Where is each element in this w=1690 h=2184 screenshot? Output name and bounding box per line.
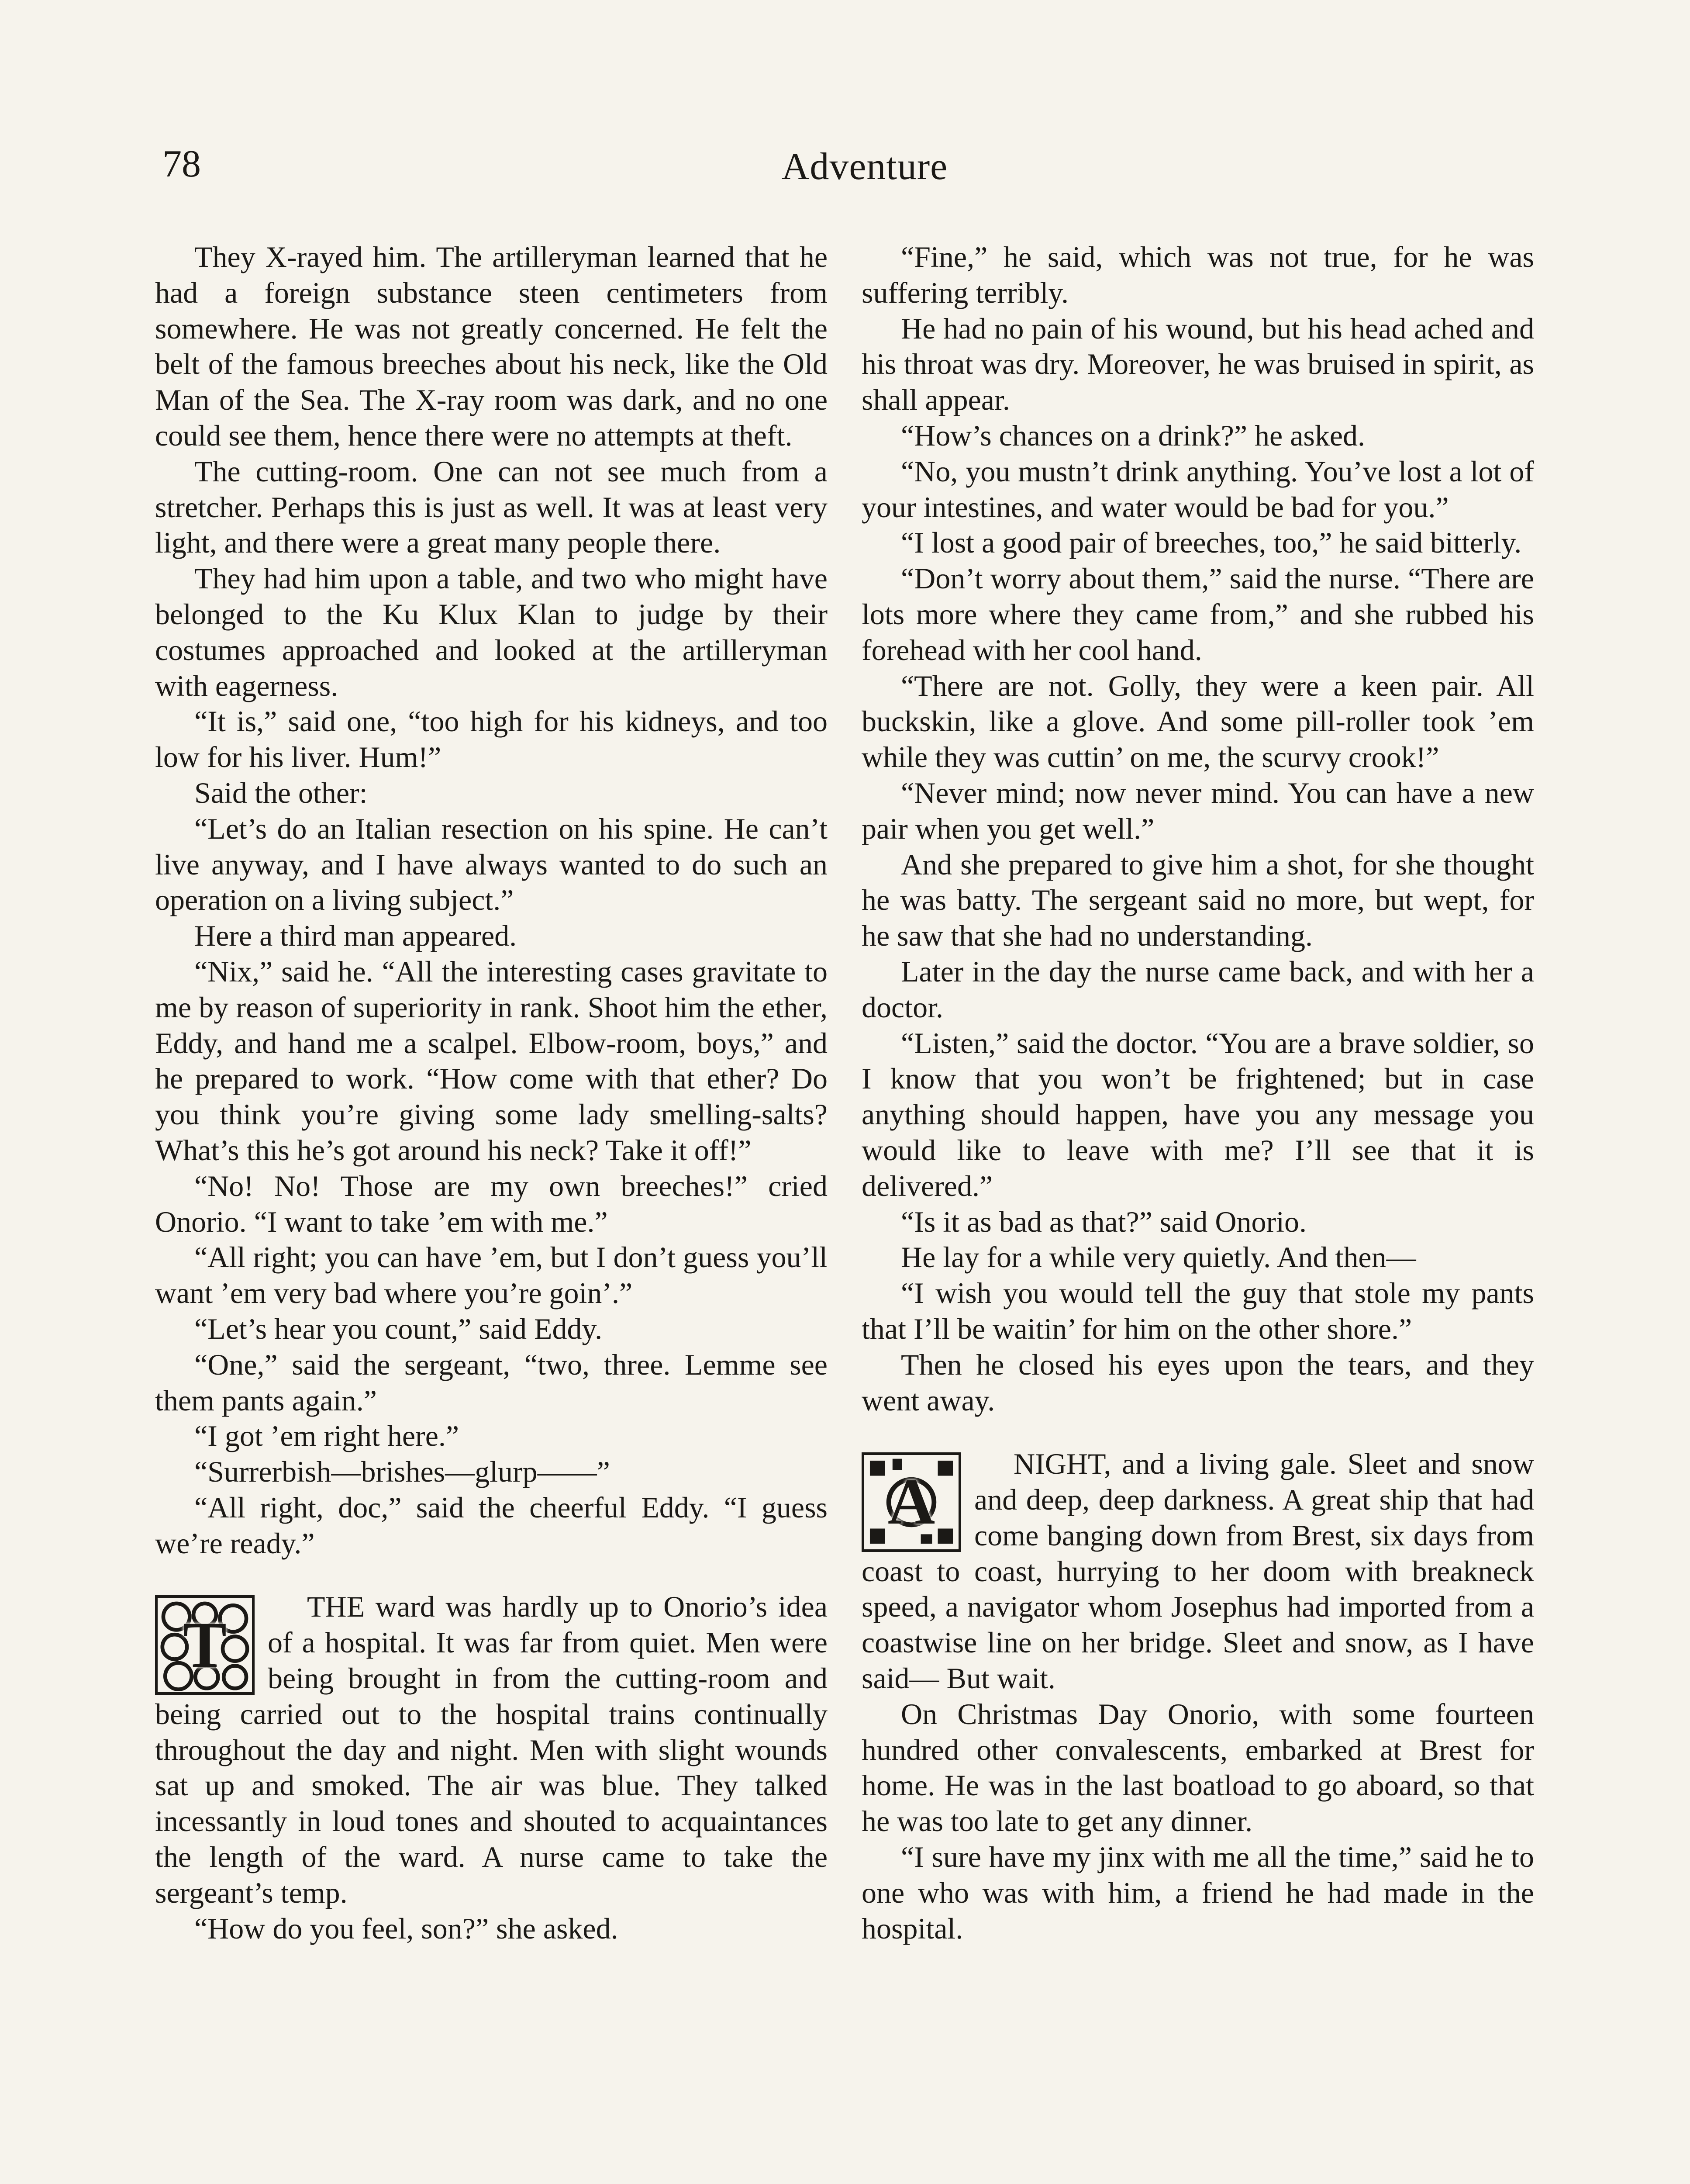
paragraph: He had no pain of his wound, but his head ached and his throat was dry. Moreover, he was bruised in spirit, as shall appear. <box>862 311 1534 417</box>
page-number: 78 <box>162 143 201 185</box>
paragraph: “Fine,” he said, which was not true, for he was suffering terribly. <box>862 240 1534 309</box>
paragraph: “I lost a good pair of breeches, too,” he said bitterly. <box>901 526 1522 560</box>
section-lead-paragraph: NIGHT, and a living gale. Sleet and snow and deep, deep darkness. A great ship that had come banging down from Brest, six days from coast to coast, hurrying to her doom with breakneck speed, a navigator whom Josephus had imported from a coastwise line on her bridge. Sleet and snow, as I have said— But wait. <box>862 1447 1534 1695</box>
paragraph: Later in the day the nurse came back, and with her a doctor. <box>862 954 1534 1024</box>
paragraph: “All right, doc,” said the cheerful Eddy. “I guess we’re ready.” <box>155 1490 828 1560</box>
left-column <box>155 239 828 1946</box>
section-opening <box>155 1589 828 1911</box>
right-column <box>862 239 1534 1946</box>
paragraph: “Never mind; now never mind. You can have a new pair when you get well.” <box>862 776 1534 845</box>
section-break <box>155 1561 828 1589</box>
paragraph: “Let’s hear you count,” said Eddy. <box>194 1312 603 1345</box>
paragraph: Here a third man appeared. <box>194 919 517 953</box>
paragraph: “One,” said the sergeant, “two, three. Lemme see them pants again.” <box>155 1348 828 1417</box>
paragraph: “No! No! Those are my own breeches!” cried Onorio. “I want to take ’em with me.” <box>155 1169 828 1238</box>
section-break <box>862 1418 1534 1446</box>
paragraph: He lay for a while very quietly. And then— <box>901 1241 1416 1274</box>
paragraph: “Let’s do an Italian resection on his spine. He can’t live anyway, and I have always wanted to do such an operation on a living subject.” <box>155 812 828 917</box>
paragraph: “Is it as bad as that?” said Onorio. <box>901 1205 1307 1238</box>
paragraph: “There are not. Golly, they were a keen pair. All buckskin, like a glove. And some pill-roller took ’em while they was cuttin’ on me, the scurvy crook!” <box>862 669 1534 774</box>
paragraph: Said the other: <box>194 776 368 809</box>
paragraph: “Don’t worry about them,” said the nurse. “There are lots more where they came from,” and she rubbed his forehead with her cool hand. <box>862 562 1534 667</box>
paragraph: “No, you mustn’t drink anything. You’ve lost a lot of your intestines, and water would be bad for you.” <box>862 454 1534 524</box>
section-opening <box>862 1446 1534 1697</box>
paragraph: They had him upon a table, and two who might have belonged to the Ku Klux Klan to judge by their costumes approached and looked at the artilleryman with eagerness. <box>155 562 828 702</box>
paragraph: “All right; you can have ’em, but I don’t guess you’ll want ’em very bad where you’re goin’.” <box>155 1241 828 1310</box>
paragraph: Then he closed his eyes upon the tears, and they went away. <box>862 1348 1534 1417</box>
ornamental-dropcap <box>862 1452 961 1552</box>
paragraph: And she prepared to give him a shot, for she thought he was batty. The sergeant said no more, but wept, for he saw that she had no understanding. <box>862 847 1534 953</box>
dropcap-letter: T <box>183 1608 227 1681</box>
paragraph: “It is,” said one, “too high for his kidneys, and too low for his liver. Hum!” <box>155 705 828 774</box>
paragraph: “How do you feel, son?” she asked. <box>194 1911 618 1945</box>
paragraph: “Surrerbish—brishes—glurp——” <box>194 1455 610 1489</box>
paragraph: “Nix,” said he. “All the interesting cases gravitate to me by reason of superiority in rank. Shoot him the ether, Eddy, and hand me a scalpel. Elbow-room, boys,” and he prepared to work. “How come with that ether? Do you think you’re giving some lady smelling-salts? What’s this he’s got around his neck? Take it off!” <box>155 954 828 1167</box>
paragraph: “Listen,” said the doctor. “You are a brave soldier, so I know that you won’t be frightened; but in case anything should happen, have you any message you would like to leave with me? I’ll see that it is delivered.” <box>862 1026 1534 1203</box>
paragraph: On Christmas Day Onorio, with some fourteen hundred other convalescents, embarked at Brest for home. He was in the last boatload to go aboard, so that he was too late to get any dinner. <box>862 1697 1534 1838</box>
running-title: Adventure <box>781 145 948 188</box>
dropcap-letter: A <box>887 1465 935 1538</box>
paragraph: The cutting-room. One can not see much from a stretcher. Perhaps this is just as well. It was at least very light, and there were a great many people there. <box>155 454 828 560</box>
paragraph: “How’s chances on a drink?” he asked. <box>901 418 1366 452</box>
section-lead-paragraph: THE ward was hardly up to Onorio’s idea of a hospital. It was far from quiet. Men were being brought in from the cutting-room and being carried out to the hospital trains continually throughout the day and night. Men with slight wounds sat up and smoked. The air was blue. They talked incessantly in loud tones and shouted to acquaintances the length of the ward. A nurse came to take the sergeant’s temp. <box>155 1590 828 1909</box>
paragraph: “I got ’em right here.” <box>194 1419 459 1453</box>
ornamental-dropcap <box>155 1595 255 1695</box>
paragraph: “I sure have my jinx with me all the time,” said he to one who was with him, a friend he had made in the hospital. <box>862 1840 1534 1945</box>
paragraph: They X-rayed him. The artilleryman learned that he had a foreign substance steen centimeters from somewhere. He was not greatly concerned. He felt the belt of the famous breeches about his neck, like the Old Man of the Sea. The X-ray room was dark, and no one could see them, hence there were no attempts at theft. <box>155 240 828 452</box>
paragraph: “I wish you would tell the guy that stole my pants that I’ll be waitin’ for him on the other shore.” <box>862 1276 1534 1345</box>
